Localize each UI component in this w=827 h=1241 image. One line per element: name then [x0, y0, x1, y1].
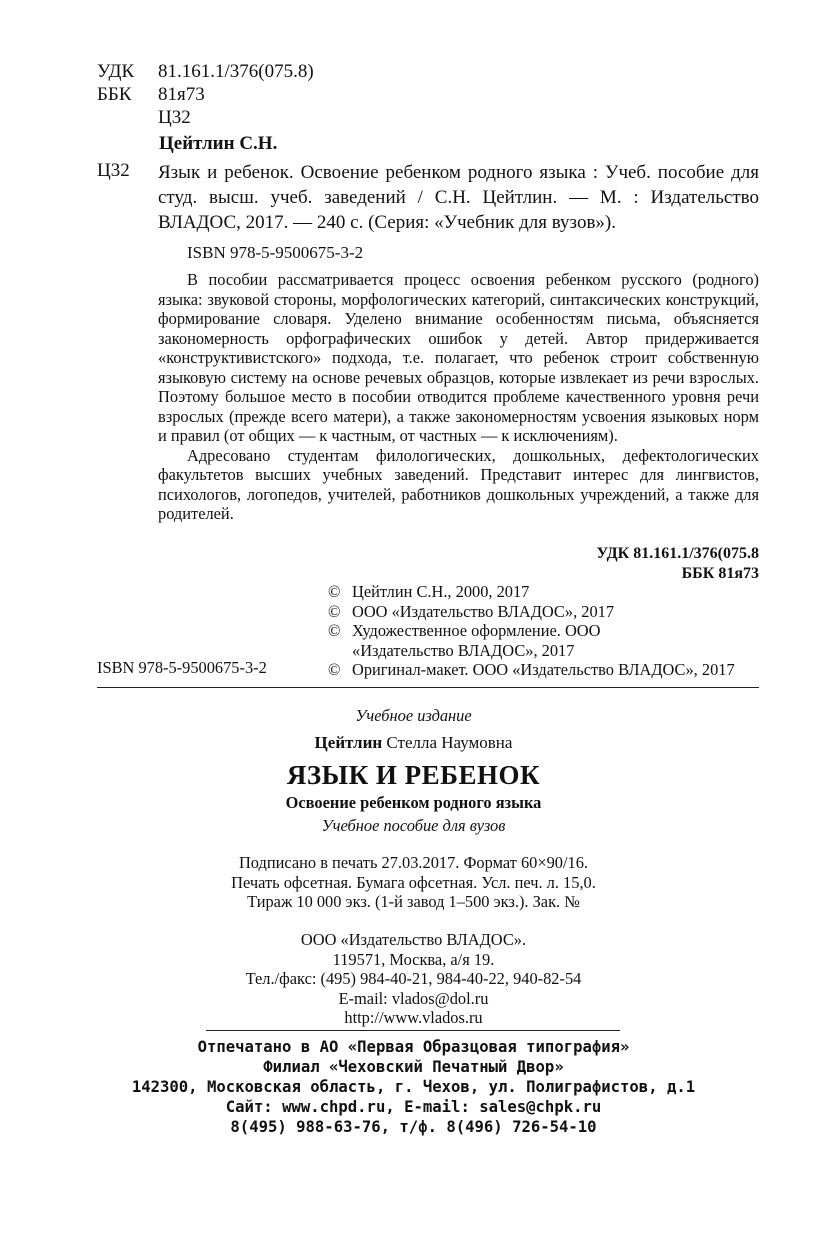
- abstract: [158, 270, 759, 524]
- print-info-line: Подписано в печать 27.03.2017. Формат 60×90/16.: [238, 853, 589, 872]
- isbn-line: ISBN 978-5-9500675-3-2: [187, 243, 364, 262]
- copyright-symbol: ©: [328, 621, 341, 640]
- printer-info: [0, 1037, 827, 1137]
- cip-code: Ц32: [97, 160, 130, 181]
- print-info: [0, 853, 827, 912]
- author-heading: Цейтлин С.Н.: [159, 133, 278, 154]
- printer-line: Отпечатано в АО «Первая Образцовая типография»: [197, 1038, 630, 1056]
- publisher-line: http://www.vlados.ru: [344, 1008, 483, 1027]
- publisher-line: 119571, Москва, а/я 19.: [332, 949, 495, 969]
- author-surname: Цейтлин: [314, 733, 383, 752]
- udk-value: 81.161.1/376(075.8): [158, 61, 314, 82]
- edition-type: Учебное издание: [355, 706, 472, 725]
- copyright-symbol: ©: [328, 582, 341, 601]
- publisher-line: E-mail: vlados@dol.ru: [338, 988, 489, 1008]
- udk-bbk-summary: [596, 544, 759, 583]
- author-mark-row: [97, 106, 314, 129]
- printer-line: 142300, Московская область, г. Чехов, ул. Полиграфистов, д.1: [131, 1078, 696, 1096]
- copyright-item: [328, 582, 768, 602]
- publisher-info: [0, 930, 827, 1028]
- publisher-line: Тел./факс: (495) 984-40-21, 984-40-22, 940-82-54: [245, 969, 582, 988]
- bibliographic-description: Язык и ребенок. Освоение ребенком родного языка : Учеб. пособие для студ. высш. учеб. заведений / С.Н. Цейтлин. — М. : Издательство ВЛАДОС, 2017. — 240 с. (Серия: «Учебник для вузов»).: [158, 162, 759, 233]
- book-subtitle: Освоение ребенком родного языка: [285, 793, 542, 812]
- bbk-short: ББК 81я73: [681, 564, 759, 582]
- isbn-footer: ISBN 978-5-9500675-3-2: [97, 658, 267, 677]
- bbk-label: ББК: [97, 84, 132, 105]
- author-given-name: Стелла Наумовна: [386, 733, 513, 752]
- copyright-symbol: ©: [328, 601, 341, 621]
- copyright-symbol: ©: [328, 660, 341, 679]
- copyright-block: [328, 582, 768, 680]
- classification-codes: [97, 60, 314, 129]
- abstract-paragraph: Адресовано студентам филологических, дошкольных, дефектологических факультетов высших учебных заведений. Представит интерес для лингвистов, психологов, логопедов, учителей, работников дошкольных учреждений, а также для родителей.: [158, 445, 759, 523]
- author-mark-label: [97, 106, 158, 129]
- publisher-line: ООО «Издательство ВЛАДОС».: [300, 930, 527, 949]
- book-title: ЯЗЫК И РЕБЕНОК: [286, 760, 541, 790]
- author-full-name: [0, 733, 827, 753]
- book-type: Учебное пособие для вузов: [321, 816, 506, 835]
- copyright-item: [328, 621, 768, 660]
- copyright-text: Цейтлин С.Н., 2000, 2017: [352, 582, 530, 601]
- printer-line: 8(495) 988-63-76, т/ф. 8(496) 726-54-10: [230, 1118, 597, 1136]
- udk-short: УДК 81.161.1/376(075.8: [596, 545, 759, 562]
- copyright-item: [328, 660, 768, 680]
- udk-row: [97, 60, 314, 83]
- udk-label: УДК: [97, 61, 135, 82]
- divider: [97, 687, 759, 688]
- divider: [206, 1030, 620, 1031]
- copyright-text: ООО «Издательство ВЛАДОС», 2017: [352, 601, 615, 621]
- copyright-item: [328, 602, 768, 622]
- print-info-line: Тираж 10 000 экз. (1-й завод 1–500 экз.). Зак. №: [247, 892, 580, 911]
- copyright-text: Оригинал-макет. ООО «Издательство ВЛАДОС», 2017: [352, 660, 735, 679]
- abstract-paragraph: В пособии рассматривается процесс освоения ребенком русского (родного) языка: звуковой стороны, морфологических категорий, синтаксических конструкций, формирование словаря. Уделено внимание особенностям письма, объясняется закономерность орфографических ошибок у детей. Автор придерживается «конструктивистского» подхода, т.е. полагает, что ребенок строит собственную языковую систему на основе речевых образцов, которые извлекает из речи взрослых. Поэтому большое место в пособии отводится проблеме качественного уровня речи взрослых (прежде всего матери), а также закономерностям усвоения языковых норм и правил (от общих — к частным, от частных — к исключениям).: [158, 270, 759, 445]
- author-mark-value: Ц32: [158, 107, 191, 128]
- bbk-row: [97, 83, 314, 106]
- bbk-value: 81я73: [158, 84, 205, 105]
- copyright-text: Художественное оформление. ООО «Издательство ВЛАДОС», 2017: [352, 621, 601, 660]
- print-info-line: Печать офсетная. Бумага офсетная. Усл. печ. л. 15,0.: [231, 872, 596, 892]
- printer-line: Филиал «Чеховский Печатный Двор»: [263, 1058, 564, 1076]
- printer-line: Сайт: www.chpd.ru, E-mail: sales@chpk.ru: [225, 1098, 602, 1116]
